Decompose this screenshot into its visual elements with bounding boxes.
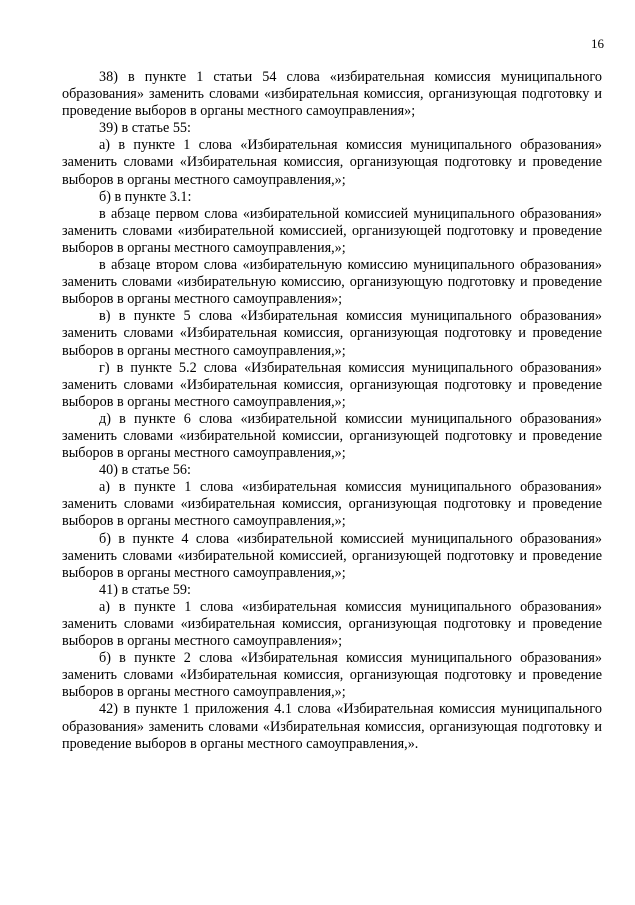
paragraph-subitem-39v: в) в пункте 5 слова «Избирательная комиссия муниципального образования» заменить словами «Избирательная комиссия, организующая подготовку и проведение выборов в органы местного самоуправления,»; [62, 308, 602, 359]
paragraph-item-40: 40) в статье 56: [99, 462, 191, 479]
paragraph-subitem-40a: а) в пункте 1 слова «избирательная комиссия муниципального образования» заменить словами «избирательная комиссия, организующая подготовку и проведение выборов в органы местного самоуправления,»; [62, 479, 602, 530]
document-body [62, 69, 602, 753]
paragraph-item-39: 39) в статье 55: [99, 120, 191, 137]
paragraph-subitem-41a: а) в пункте 1 слова «избирательная комиссия муниципального образования» заменить словами «избирательная комиссия, организующая подготовку и проведение выборов в органы местного самоуправления»; [62, 598, 602, 650]
paragraph-item-42: 42) в пункте 1 приложения 4.1 слова «Избирательная комиссия муниципального образования» заменить словами «Избирательная комиссия, организующая подготовку и проведение выборов в органы местного самоуправления,». [62, 701, 602, 752]
paragraph-subitem-39b-second: в абзаце втором слова «избирательную комиссию муниципального образования» заменить словами «избирательную комиссию, организующую подготовку и проведение выборов в органы местного самоуправления»; [62, 257, 602, 308]
paragraph-item-38: 38) в пункте 1 статьи 54 слова «избирательная комиссия муниципального образования» заменить словами «избирательная комиссия, организующая подготовку и проведение выборов в органы местного самоуправления»; [62, 69, 602, 120]
paragraph-item-41: 41) в статье 59: [99, 581, 191, 598]
page-number: 16 [591, 36, 604, 51]
paragraph-subitem-39a: а) в пункте 1 слова «Избирательная комиссия муниципального образования» заменить словами «Избирательная комиссия, организующая подготовку и проведение выборов в органы местного самоуправления,»; [62, 137, 602, 188]
paragraph-subitem-39b: б) в пункте 3.1: [99, 188, 192, 205]
paragraph-subitem-39b-first: в абзаце первом слова «избирательной комиссией муниципального образования» заменить словами «избирательной комиссией, организующей подготовку и проведение выборов в органы местного самоуправления,»; [62, 205, 602, 256]
paragraph-subitem-39d: д) в пункте 6 слова «избирательной комиссии муниципального образования» заменить словами «избирательной комиссии, организующей подготовку и проведение выборов в органы местного самоуправления,»; [62, 410, 602, 462]
paragraph-subitem-41b: б) в пункте 2 слова «Избирательная комиссия муниципального образования» заменить словами «Избирательная комиссия, организующая подготовку и проведение выборов в органы местного самоуправления,»; [62, 650, 602, 701]
paragraph-subitem-39g: г) в пункте 5.2 слова «Избирательная комиссия муниципального образования» заменить словами «Избирательная комиссия, организующая подготовку и проведение выборов в органы местного самоуправления,»; [62, 359, 602, 410]
paragraph-subitem-40b: б) в пункте 4 слова «избирательной комиссией муниципального образования» заменить словами «избирательной комиссией, организующей подготовку и проведение выборов в органы местного самоуправления,»; [62, 530, 602, 581]
